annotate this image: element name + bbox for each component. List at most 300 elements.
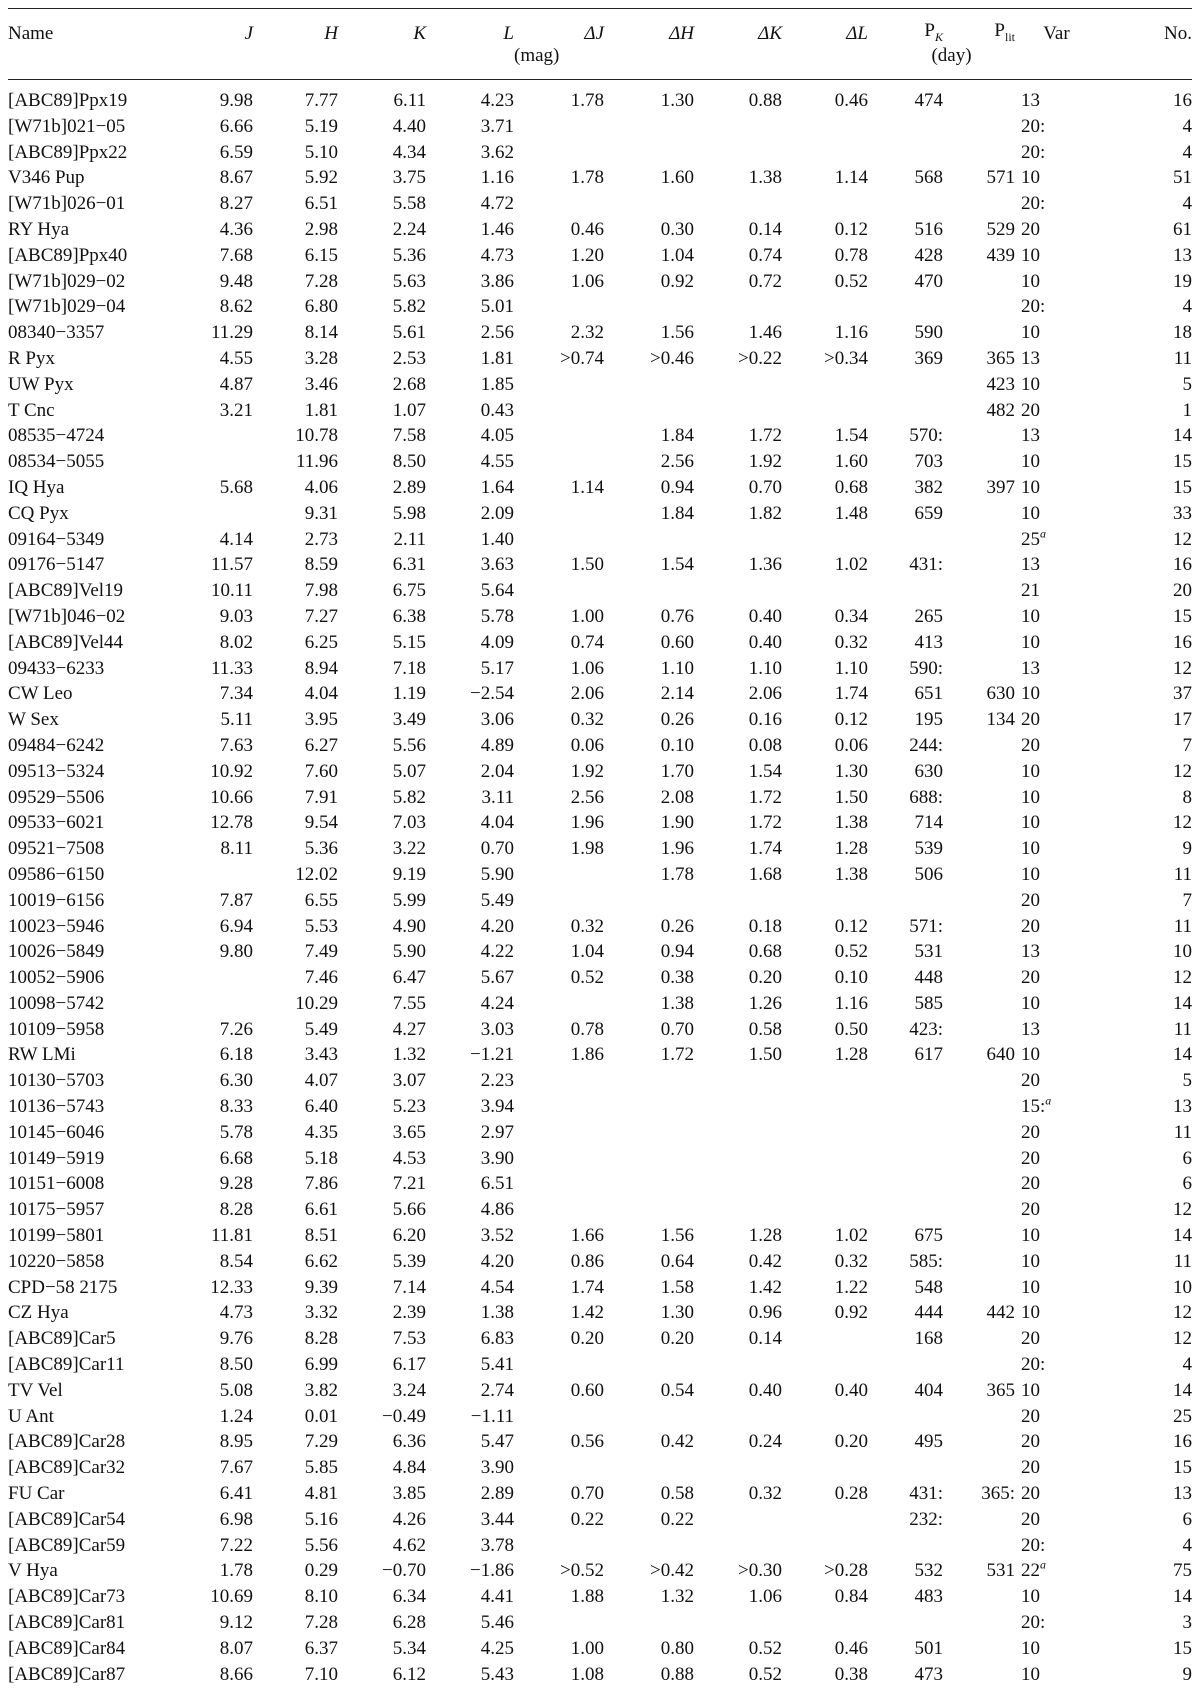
cell-dh — [604, 1352, 694, 1378]
cell-dh: 2.56 — [660, 451, 694, 473]
cell-dl — [782, 1120, 868, 1146]
cell-h: 7.98 — [304, 580, 338, 602]
cell-dj: 1.50 — [570, 554, 604, 576]
cell-no: 1 — [1182, 399, 1192, 421]
cell-no: 11 — [1173, 1018, 1192, 1040]
table-row — [8, 165, 1192, 191]
cell-plit — [943, 1249, 1015, 1275]
cell-h: 0.29 — [304, 1560, 338, 1582]
cell-j: 1.78 — [219, 1560, 253, 1582]
cell-j: 7.26 — [219, 1018, 253, 1040]
table-row — [8, 80, 1192, 114]
cell-no: 14 — [1173, 1044, 1192, 1066]
cell-j: 11.33 — [210, 657, 253, 679]
cell-h: 6.40 — [304, 1096, 338, 1118]
cell-dj: 1.88 — [570, 1586, 604, 1608]
table-row — [8, 527, 1192, 553]
cell-dh: 1.60 — [660, 167, 694, 189]
cell-dk: 0.18 — [748, 915, 782, 937]
cell-name: 08535−4724 — [8, 425, 105, 447]
cell-name: [ABC89]Car28 — [8, 1431, 126, 1453]
cell-var: 20: — [1021, 115, 1046, 137]
table-row — [8, 501, 1192, 527]
table-row — [8, 1223, 1192, 1249]
cell-h: 8.51 — [304, 1225, 338, 1247]
cell-pk: 495 — [914, 1431, 943, 1453]
cell-dk: 0.70 — [748, 476, 782, 498]
table-row — [8, 1533, 1192, 1559]
cell-dj: 0.32 — [570, 709, 604, 731]
table-row — [8, 707, 1192, 733]
cell-no: 18 — [1173, 322, 1192, 344]
cell-plit — [943, 733, 1015, 759]
cell-dl: 0.84 — [834, 1586, 868, 1608]
table-row — [8, 1636, 1192, 1662]
cell-name: [ABC89]Car87 — [8, 1663, 126, 1685]
cell-dj: 2.56 — [570, 786, 604, 808]
cell-var: 10 — [1021, 1586, 1040, 1608]
cell-j: 8.11 — [220, 838, 253, 860]
cell-dh: 0.58 — [660, 1483, 694, 1505]
header-l: L — [426, 9, 514, 46]
cell-dk: 1.46 — [748, 322, 782, 344]
cell-dj — [514, 1120, 604, 1146]
cell-plit: 134 — [986, 709, 1015, 731]
cell-dh — [604, 888, 694, 914]
cell-plit — [943, 759, 1015, 785]
cell-name: 08534−5055 — [8, 451, 105, 473]
cell-pk — [868, 1171, 943, 1197]
cell-dk: 0.40 — [748, 631, 782, 653]
cell-l: 4.41 — [480, 1586, 514, 1608]
cell-pk: 444 — [914, 1302, 943, 1324]
cell-dh: 0.88 — [660, 1663, 694, 1685]
cell-j — [178, 449, 253, 475]
cell-plit — [943, 501, 1015, 527]
cell-k: 4.84 — [392, 1457, 426, 1479]
cell-dj: 1.14 — [570, 476, 604, 498]
cell-j: 7.68 — [219, 244, 253, 266]
cell-dk: 0.20 — [748, 967, 782, 989]
cell-no: 4 — [1182, 193, 1192, 215]
cell-dj — [514, 423, 604, 449]
cell-dk: 1.10 — [748, 657, 782, 679]
cell-dk: 2.06 — [748, 683, 782, 705]
cell-pk — [868, 1610, 943, 1636]
cell-dk — [694, 1120, 782, 1146]
cell-dj — [514, 294, 604, 320]
table-row — [8, 114, 1192, 140]
cell-k: 5.34 — [392, 1637, 426, 1659]
cell-h: 8.10 — [304, 1586, 338, 1608]
cell-h: 1.81 — [304, 399, 338, 421]
cell-dh: 1.84 — [660, 502, 694, 524]
cell-dl: 0.06 — [834, 734, 868, 756]
cell-k: 3.75 — [392, 167, 426, 189]
cell-no: 16 — [1173, 631, 1192, 653]
table-row — [8, 630, 1192, 656]
cell-k: 6.28 — [392, 1612, 426, 1634]
cell-no: 19 — [1173, 270, 1192, 292]
cell-l: 3.03 — [480, 1018, 514, 1040]
cell-plit — [943, 1352, 1015, 1378]
cell-h: 5.36 — [304, 838, 338, 860]
cell-k: 4.26 — [392, 1508, 426, 1530]
cell-dk — [694, 372, 782, 398]
cell-h: 5.53 — [304, 915, 338, 937]
cell-h: 4.06 — [304, 476, 338, 498]
cell-plit — [943, 80, 1015, 114]
cell-name: 09513−5324 — [8, 760, 105, 782]
cell-var: 13 — [1021, 425, 1040, 447]
cell-dk — [694, 140, 782, 166]
cell-plit — [943, 423, 1015, 449]
cell-name: 09176−5147 — [8, 554, 105, 576]
cell-name: CW Leo — [8, 683, 73, 705]
cell-name: 09433−6233 — [8, 657, 105, 679]
cell-dk — [694, 1507, 782, 1533]
cell-h: 4.81 — [304, 1483, 338, 1505]
cell-pk: 369 — [914, 347, 943, 369]
cell-k: 2.11 — [393, 528, 426, 550]
cell-l: 5.41 — [480, 1354, 514, 1376]
cell-name: [W71b]021−05 — [8, 115, 126, 137]
cell-k: 4.27 — [392, 1018, 426, 1040]
cell-k: 5.82 — [392, 296, 426, 318]
cell-k: 2.24 — [392, 218, 426, 240]
cell-dh — [604, 294, 694, 320]
table-row — [8, 1558, 1192, 1584]
cell-no: 12 — [1173, 760, 1192, 782]
cell-pk: 501 — [914, 1637, 943, 1659]
cell-dl: 0.52 — [834, 941, 868, 963]
cell-dk: 1.82 — [748, 502, 782, 524]
header-var: Var — [1015, 9, 1098, 46]
cell-dk: 1.68 — [748, 863, 782, 885]
cell-pk: 532 — [914, 1560, 943, 1582]
cell-dj — [514, 862, 604, 888]
cell-dj: 0.20 — [570, 1328, 604, 1350]
cell-dj — [514, 1068, 604, 1094]
cell-l: 0.70 — [480, 838, 514, 860]
cell-h: 3.95 — [304, 709, 338, 731]
cell-dh — [604, 1533, 694, 1559]
cell-h: 5.56 — [304, 1534, 338, 1556]
cell-name: [ABC89]Car59 — [8, 1534, 126, 1556]
cell-var: 10 — [1021, 1379, 1040, 1401]
cell-dj: 1.78 — [570, 167, 604, 189]
cell-no: 12 — [1173, 1199, 1192, 1221]
cell-dh: 1.38 — [660, 992, 694, 1014]
cell-l: 2.97 — [480, 1121, 514, 1143]
cell-l: 4.23 — [480, 90, 514, 111]
cell-var: 20 — [1021, 889, 1040, 911]
cell-plit — [943, 939, 1015, 965]
table-row — [8, 1429, 1192, 1455]
cell-j: 8.02 — [219, 631, 253, 653]
cell-name: 10130−5703 — [8, 1070, 105, 1092]
cell-plit — [943, 1326, 1015, 1352]
cell-dl: 1.28 — [834, 838, 868, 860]
cell-name: 10109−5958 — [8, 1018, 105, 1040]
cell-l: −1.11 — [470, 1405, 514, 1427]
cell-dk: 1.50 — [748, 1044, 782, 1066]
cell-dh: 0.60 — [660, 631, 694, 653]
cell-h: 8.59 — [304, 554, 338, 576]
cell-pk — [868, 1455, 943, 1481]
cell-var: 10 — [1021, 1663, 1040, 1685]
cell-j: 5.08 — [219, 1379, 253, 1401]
cell-l: 1.40 — [480, 528, 514, 550]
cell-l: 1.16 — [480, 167, 514, 189]
table-row — [8, 604, 1192, 630]
cell-name: 10175−5957 — [8, 1199, 105, 1221]
cell-k: 5.58 — [392, 193, 426, 215]
cell-l: 4.54 — [480, 1276, 514, 1298]
cell-dl: 0.46 — [834, 1637, 868, 1659]
cell-dk: 1.06 — [748, 1586, 782, 1608]
header-delta-j: ΔJ — [514, 9, 604, 46]
cell-h: 6.62 — [304, 1250, 338, 1272]
cell-pk: 585: — [909, 1250, 943, 1272]
cell-dj — [514, 1404, 604, 1430]
cell-plit — [943, 862, 1015, 888]
cell-dh — [604, 527, 694, 553]
cell-k: 5.98 — [392, 502, 426, 524]
cell-l: −1.86 — [470, 1560, 514, 1582]
cell-h: 8.94 — [304, 657, 338, 679]
cell-dj: 1.06 — [570, 270, 604, 292]
cell-pk — [868, 1197, 943, 1223]
cell-name: 10199−5801 — [8, 1225, 105, 1247]
table-row — [8, 294, 1192, 320]
cell-h: 4.04 — [304, 683, 338, 705]
cell-name: [ABC89]Car5 — [8, 1328, 116, 1350]
table-row — [8, 1094, 1192, 1120]
cell-l: 4.55 — [480, 451, 514, 473]
cell-dh: 0.42 — [660, 1431, 694, 1453]
cell-j: 6.41 — [219, 1483, 253, 1505]
cell-dh: 0.64 — [660, 1250, 694, 1272]
cell-dk — [694, 1404, 782, 1430]
cell-var: 10 — [1021, 863, 1040, 885]
cell-name: [ABC89]Car81 — [8, 1612, 126, 1634]
cell-j: 9.48 — [219, 270, 253, 292]
cell-no: 15 — [1173, 605, 1192, 627]
cell-dh — [604, 114, 694, 140]
table-row — [8, 1275, 1192, 1301]
cell-j: 1.24 — [219, 1405, 253, 1427]
cell-no: 4 — [1182, 115, 1192, 137]
cell-dk — [694, 1610, 782, 1636]
cell-dj — [514, 1610, 604, 1636]
header-period-lit: $P_{lit}$ — [943, 9, 1015, 46]
cell-j: 9.98 — [219, 90, 253, 111]
cell-plit — [943, 888, 1015, 914]
cell-var: 10 — [1021, 786, 1040, 808]
cell-j: 4.14 — [219, 528, 253, 550]
table-row — [8, 836, 1192, 862]
cell-dh: 1.58 — [660, 1276, 694, 1298]
cell-dj — [514, 1533, 604, 1559]
cell-dl — [782, 372, 868, 398]
cell-no: 12 — [1173, 1328, 1192, 1350]
table-header — [8, 9, 1192, 80]
cell-dj: 1.92 — [570, 760, 604, 782]
cell-name: [ABC89]Ppx40 — [8, 244, 128, 266]
table-row — [8, 140, 1192, 166]
table-row — [8, 1017, 1192, 1043]
cell-dk: 0.42 — [748, 1250, 782, 1272]
cell-dh: 1.56 — [660, 1225, 694, 1247]
table-row — [8, 449, 1192, 475]
cell-dh — [604, 1146, 694, 1172]
cell-var: 20: — [1021, 193, 1046, 215]
cell-dk: 1.54 — [748, 760, 782, 782]
cell-dj — [514, 449, 604, 475]
cell-dl — [782, 1197, 868, 1223]
cell-j: 10.69 — [210, 1586, 253, 1608]
cell-pk: 448 — [914, 967, 943, 989]
cell-l: 1.38 — [480, 1302, 514, 1324]
cell-name: 09529−5506 — [8, 786, 105, 808]
cell-dl: 0.12 — [834, 218, 868, 240]
cell-name: 10145−6046 — [8, 1121, 105, 1143]
cell-dh — [604, 372, 694, 398]
cell-j: 8.07 — [219, 1637, 253, 1659]
cell-dk — [694, 1352, 782, 1378]
cell-plit — [943, 1429, 1015, 1455]
cell-dl: 0.32 — [834, 631, 868, 653]
cell-var: 10 — [1021, 1044, 1040, 1066]
cell-no: 12 — [1173, 657, 1192, 679]
cell-dk: 0.96 — [748, 1302, 782, 1324]
cell-h: 11.96 — [295, 451, 338, 473]
cell-k: 4.53 — [392, 1147, 426, 1169]
cell-name: [ABC89]Car84 — [8, 1637, 126, 1659]
cell-h: 7.91 — [304, 786, 338, 808]
cell-plit — [943, 810, 1015, 836]
cell-j: 7.22 — [219, 1534, 253, 1556]
cell-pk: 659 — [914, 502, 943, 524]
cell-dh: 1.30 — [660, 90, 694, 111]
cell-no: 20 — [1173, 580, 1192, 602]
cell-k: 5.63 — [392, 270, 426, 292]
cell-dl — [782, 1352, 868, 1378]
cell-dh — [604, 1171, 694, 1197]
cell-dh: 2.08 — [660, 786, 694, 808]
cell-dk: 1.74 — [748, 838, 782, 860]
cell-pk: 265 — [914, 605, 943, 627]
cell-pk: 168 — [914, 1328, 943, 1350]
cell-var: 21 — [1021, 580, 1040, 602]
cell-name: RW LMi — [8, 1044, 76, 1066]
cell-l: 4.09 — [480, 631, 514, 653]
cell-plit — [943, 294, 1015, 320]
cell-dj: 1.20 — [570, 244, 604, 266]
cell-l: 3.94 — [480, 1096, 514, 1118]
cell-plit — [943, 527, 1015, 553]
cell-var: 15:$^a$ — [1021, 1093, 1052, 1118]
cell-no: 4 — [1182, 1534, 1192, 1556]
cell-plit — [943, 1120, 1015, 1146]
cell-var: 10 — [1021, 476, 1040, 498]
table-row — [8, 1610, 1192, 1636]
cell-name: [ABC89]Car32 — [8, 1457, 126, 1479]
cell-dj: 0.22 — [570, 1508, 604, 1530]
cell-plit — [943, 785, 1015, 811]
cell-k: 2.39 — [392, 1302, 426, 1324]
cell-no: 7 — [1182, 734, 1192, 756]
cell-dl — [782, 1146, 868, 1172]
cell-h: 9.54 — [304, 812, 338, 834]
cell-no: 11 — [1173, 915, 1192, 937]
cell-plit — [943, 1275, 1015, 1301]
cell-dk: 0.88 — [748, 90, 782, 111]
cell-name: [ABC89]Car54 — [8, 1508, 126, 1530]
cell-k: −0.49 — [382, 1405, 426, 1427]
cell-name: CPD−58 2175 — [8, 1276, 118, 1298]
cell-plit — [943, 1533, 1015, 1559]
cell-j: 8.95 — [219, 1431, 253, 1453]
table-row — [8, 372, 1192, 398]
cell-var: 25$^a$ — [1021, 526, 1046, 550]
cell-l: 2.04 — [480, 760, 514, 782]
cell-l: 4.04 — [480, 812, 514, 834]
cell-j: 6.66 — [219, 115, 253, 137]
cell-name: IQ Hya — [8, 476, 65, 498]
cell-j: 3.21 — [219, 399, 253, 421]
cell-no: 61 — [1173, 218, 1192, 240]
cell-h: 7.29 — [304, 1431, 338, 1453]
cell-dh: 1.96 — [660, 838, 694, 860]
cell-l: 5.43 — [480, 1663, 514, 1685]
cell-h: 8.14 — [304, 322, 338, 344]
cell-pk — [868, 140, 943, 166]
cell-k: 3.22 — [392, 838, 426, 860]
cell-name: RY Hya — [8, 218, 70, 240]
table-row — [8, 1662, 1192, 1688]
cell-var: 20 — [1021, 1405, 1040, 1427]
cell-name: 09484−6242 — [8, 734, 105, 756]
cell-h: 2.98 — [304, 218, 338, 240]
cell-dj — [514, 578, 604, 604]
cell-pk — [868, 527, 943, 553]
cell-dh — [604, 1404, 694, 1430]
cell-plit — [943, 656, 1015, 682]
cell-k: 6.17 — [392, 1354, 426, 1376]
cell-dk — [694, 1533, 782, 1559]
cell-pk — [868, 1533, 943, 1559]
cell-j: 8.33 — [219, 1096, 253, 1118]
cell-pk: 688: — [909, 786, 943, 808]
cell-plit — [943, 552, 1015, 578]
cell-dj — [514, 1455, 604, 1481]
cell-plit: 365: — [981, 1483, 1015, 1505]
cell-plit — [943, 1146, 1015, 1172]
cell-h: 3.28 — [304, 347, 338, 369]
cell-k: 3.49 — [392, 709, 426, 731]
cell-k: 2.68 — [392, 373, 426, 395]
cell-dh — [604, 398, 694, 424]
cell-h: 5.10 — [304, 141, 338, 163]
cell-l: 3.63 — [480, 554, 514, 576]
cell-h: 6.80 — [304, 296, 338, 318]
cell-j: 9.76 — [219, 1328, 253, 1350]
cell-dk: 0.32 — [748, 1483, 782, 1505]
table-row — [8, 346, 1192, 372]
cell-plit: 439 — [986, 244, 1015, 266]
